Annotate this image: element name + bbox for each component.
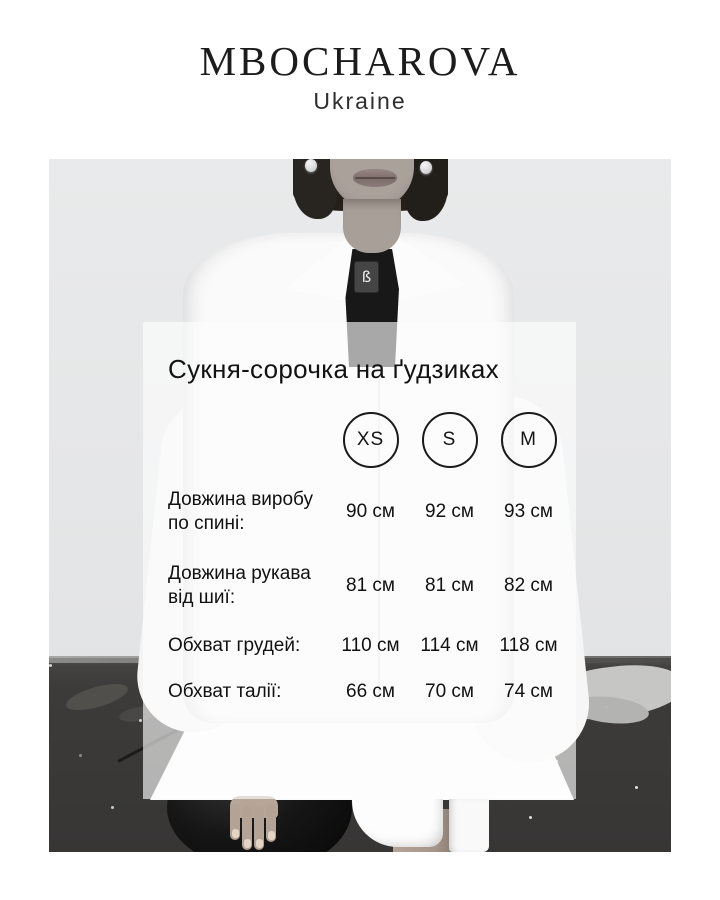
dress-cuff xyxy=(449,799,489,852)
fingernail xyxy=(232,829,239,838)
measure-label: Обхват грудей: xyxy=(168,635,301,656)
measure-value: 110 см xyxy=(341,635,400,656)
lips xyxy=(355,177,395,179)
size-badge-xs: XS xyxy=(343,412,399,468)
brand-country: Ukraine xyxy=(313,88,407,115)
brand-name: MBOCHAROVA xyxy=(199,38,521,84)
measure-value: 70 см xyxy=(425,681,474,702)
measure-value: 81 см xyxy=(346,575,395,596)
measure-label: Довжина виробу по спині: xyxy=(168,489,313,534)
measure-value: 81 см xyxy=(425,575,474,596)
pearl-earring-left xyxy=(305,159,317,172)
model-hand xyxy=(228,796,280,852)
size-chart-card xyxy=(143,322,576,799)
measure-value: 74 см xyxy=(504,681,553,702)
table-row xyxy=(168,488,551,536)
floor-specks xyxy=(49,664,52,667)
size-badge-s: S xyxy=(422,412,478,468)
size-badge-m: M xyxy=(501,412,557,468)
size-header-row xyxy=(168,412,551,468)
product-title: Сукня-сорочка на ґудзиках xyxy=(168,354,499,384)
table-row xyxy=(168,680,551,704)
fingernail xyxy=(256,839,263,848)
brand-header xyxy=(0,0,720,159)
brand-tag xyxy=(355,262,378,292)
measure-value: 82 см xyxy=(504,575,553,596)
measure-value: 93 см xyxy=(504,501,553,522)
measure-label: Довжина рукава від шиї: xyxy=(168,563,311,608)
fingernail xyxy=(244,839,251,848)
brand-tag-glyph: ß xyxy=(361,267,372,286)
fingernail xyxy=(268,831,275,840)
measure-label: Обхват талії: xyxy=(168,681,282,702)
pearl-earring-right xyxy=(420,161,432,174)
measure-value: 66 см xyxy=(346,681,395,702)
neck xyxy=(343,199,401,253)
measure-value: 92 см xyxy=(425,501,474,522)
table-row xyxy=(168,634,558,658)
measure-value: 118 см xyxy=(499,635,558,656)
measure-value: 90 см xyxy=(346,501,395,522)
table-row xyxy=(168,562,551,610)
measure-value: 114 см xyxy=(420,635,479,656)
